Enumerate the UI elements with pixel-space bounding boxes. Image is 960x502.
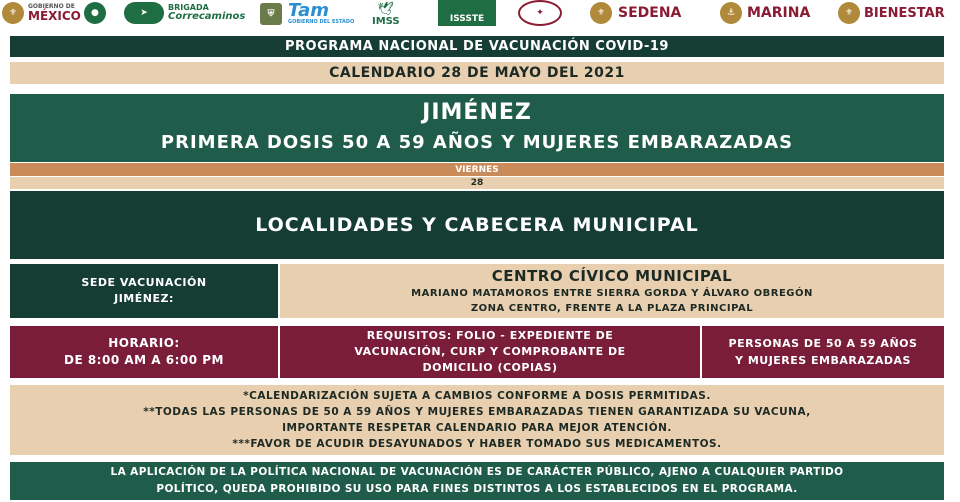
eagle-emblem-icon: ✦	[518, 0, 562, 26]
personas-line1: PERSONAS DE 50 A 59 AÑOS	[728, 337, 918, 350]
note-line2: **TODAS LAS PERSONAS DE 50 A 59 AÑOS Y MUJERES EMBARAZADAS TIENEN GARANTIZADA SU VACUNA,	[143, 406, 811, 418]
government-seal-icon: ●	[84, 2, 106, 24]
sede-label-line1: SEDE VACUNACIÓN	[81, 276, 207, 289]
sede-label	[10, 264, 278, 318]
roadrunner-icon: ➤	[124, 2, 164, 24]
marina-seal-icon: ⚓	[720, 2, 742, 24]
logo-strip	[0, 0, 960, 32]
municipality-name: JIMÉNEZ	[422, 100, 532, 125]
sede-label-line2: JIMÉNEZ:	[114, 292, 174, 305]
disclaimer-panel	[10, 462, 944, 500]
bienestar-logo	[838, 2, 945, 24]
horario-hours: DE 8:00 AM A 6:00 PM	[64, 353, 224, 367]
tam-text: Tam	[288, 0, 330, 21]
brigada-text: Correcaminos	[168, 11, 246, 22]
sede-name: CENTRO CÍVICO MUNICIPAL	[491, 266, 733, 285]
tam-logo	[260, 2, 354, 25]
personas-line2: Y MUJERES EMBARAZADAS	[735, 354, 911, 367]
gobierno-text: MÉXICO	[28, 9, 81, 23]
localities-heading: LOCALIDADES Y CABECERA MUNICIPAL	[10, 191, 944, 259]
issste-logo	[438, 0, 496, 26]
sedena-seal-icon: ⚜	[590, 2, 612, 24]
brigada-logo	[124, 2, 245, 24]
note-line4: ***FAVOR DE ACUDIR DESAYUNADOS Y HABER TOMADO SUS MEDICAMENTOS.	[232, 438, 722, 450]
requisitos-cell	[280, 326, 700, 378]
requisitos-line2: VACUNACIÓN, CURP Y COMPROBANTE DE	[354, 345, 626, 358]
sedena-logo	[590, 2, 681, 24]
tam-small: GOBIERNO DEL ESTADO	[288, 19, 355, 25]
eagle-seal-icon: ⚜	[2, 2, 24, 24]
marina-logo	[720, 2, 810, 24]
note-line3: IMPORTANTE RESPETAR CALENDARIO PARA MEJOR ATENCIÓN.	[282, 422, 672, 434]
program-title: PROGRAMA NACIONAL DE VACUNACIÓN COVID-19	[10, 36, 944, 57]
brigada-small: BRIGADA	[168, 3, 209, 12]
day-number: 28	[10, 177, 944, 189]
requisitos-line3: DOMICILIO (COPIAS)	[422, 361, 558, 374]
notes-panel	[10, 385, 944, 455]
note-line1: *CALENDARIZACIÓN SUJETA A CAMBIOS CONFORME A DOSIS PERMITIDAS.	[243, 390, 711, 402]
sede-address-line1: MARIANO MATAMOROS ENTRE SIERRA GORDA Y ÁLVARO OBREGÓN	[411, 287, 813, 299]
gobierno-logo	[2, 2, 106, 24]
imss-text: IMSS	[372, 16, 400, 27]
personas-cell	[702, 326, 944, 378]
requisitos-line1: REQUISITOS: FOLIO - EXPEDIENTE DE	[366, 329, 614, 342]
calendar-date: CALENDARIO 28 DE MAYO DEL 2021	[10, 62, 944, 84]
horario-label: HORARIO:	[108, 336, 180, 350]
gobierno-small: GOBIERNO DE	[28, 3, 75, 10]
bienestar-seal-icon: ⚜	[838, 2, 860, 24]
state-shield-icon: ⛨	[260, 3, 282, 25]
dose-group: PRIMERA DOSIS 50 A 59 AÑOS Y MUJERES EMBARAZADAS	[160, 132, 794, 153]
imss-eagle-icon: 🕊	[377, 2, 395, 17]
sede-details	[280, 264, 944, 318]
horario-cell	[10, 326, 278, 378]
day-name: VIERNES	[10, 163, 944, 176]
disclaimer-line2: POLÍTICO, QUEDA PROHIBIDO SU USO PARA FINES DISTINTOS A LOS ESTABLECIDOS EN EL PROGRAMA.	[156, 483, 798, 495]
sede-address-line2: ZONA CENTRO, FRENTE A LA PLAZA PRINCIPAL	[470, 302, 754, 314]
issste-text: ISSSTE	[449, 14, 485, 24]
disclaimer-line1: LA APLICACIÓN DE LA POLÍTICA NACIONAL DE VACUNACIÓN ES DE CARÁCTER PÚBLICO, AJENO A CUALQUIER PARTIDO	[110, 466, 844, 478]
seguridad-logo	[518, 0, 562, 26]
imss-logo	[372, 2, 400, 27]
marina-text: MARINA	[747, 5, 811, 21]
bienestar-text: BIENESTAR	[864, 5, 945, 21]
municipality-panel	[10, 94, 944, 162]
sedena-text: SEDENA	[618, 5, 682, 21]
